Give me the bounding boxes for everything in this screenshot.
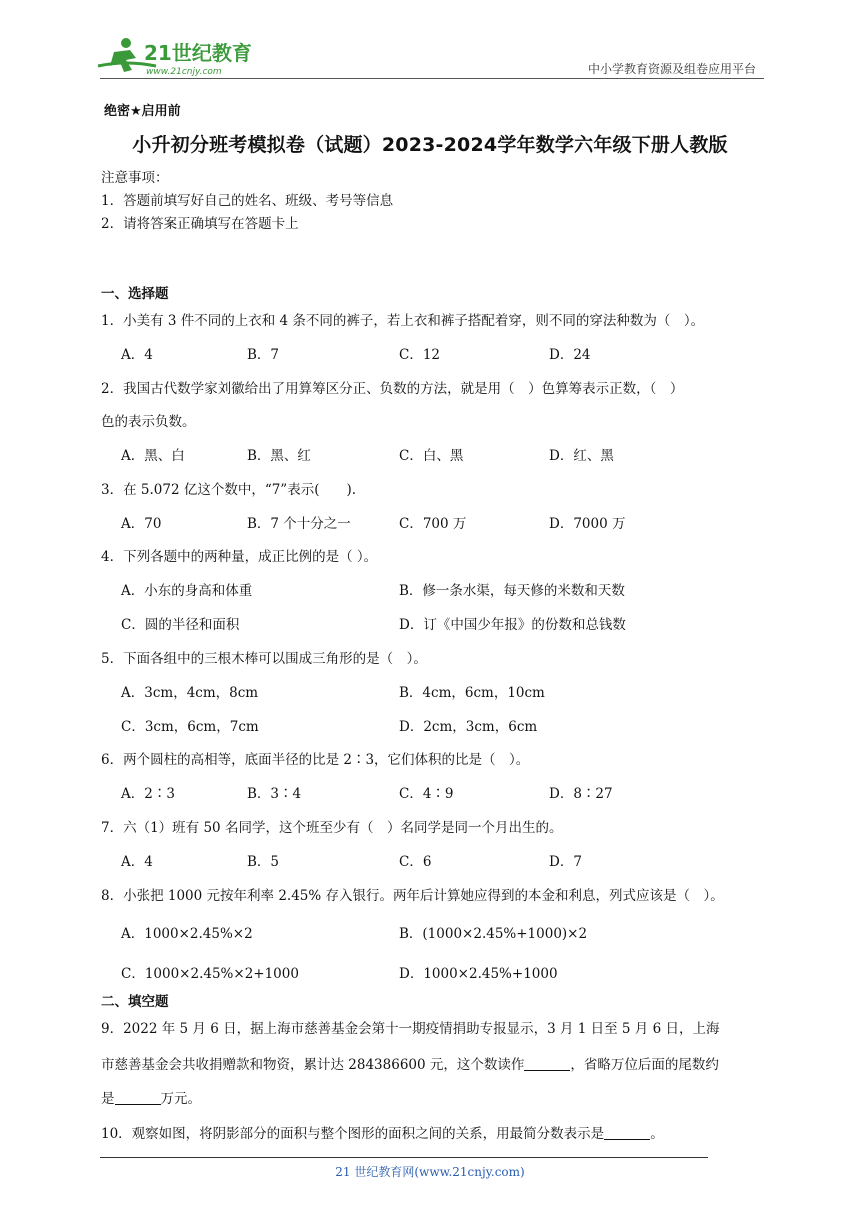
- question-text: 是: [101, 1091, 115, 1107]
- option-a: A．4: [121, 347, 153, 363]
- option-c: C．圆的半径和面积: [121, 617, 240, 633]
- option-a: A．3cm，4cm，8cm: [121, 685, 259, 701]
- note-item: 2．请将答案正确填写在答题卡上: [101, 216, 299, 232]
- question-stem: 1．小美有 3 件不同的上衣和 4 条不同的裤子，若上衣和裤子搭配着穿，则不同的穿法种数为（ ）。: [101, 313, 705, 329]
- option-c: C．4∶9: [399, 786, 454, 802]
- footer-divider: [100, 1157, 708, 1158]
- option-d: D．订《中国少年报》的份数和总钱数: [399, 617, 626, 633]
- question-text: 万元。: [160, 1091, 201, 1107]
- logo-url: www.21cnjy.com: [146, 67, 222, 77]
- section-heading: 一、选择题: [101, 286, 169, 302]
- option-c: C．6: [399, 854, 432, 870]
- question-stem-cont: [101, 1053, 719, 1073]
- option-d: D．24: [549, 347, 591, 363]
- option-a: A．小东的身高和体重: [121, 583, 253, 599]
- option-a: A．4: [121, 854, 153, 870]
- question-text: 。: [650, 1126, 664, 1142]
- section-heading: 二、填空题: [101, 994, 169, 1010]
- question-text: ，省略万位后面的尾数约: [570, 1057, 719, 1073]
- option-d: D．1000×2.45%+1000: [399, 966, 558, 982]
- question-stem: [101, 1122, 664, 1142]
- option-b: B．3∶4: [247, 786, 302, 802]
- question-stem: 3．在 5.072 亿这个数中，“7”表示( ).: [101, 482, 357, 498]
- option-d: D．7000 万: [549, 516, 626, 532]
- option-a: A．70: [121, 516, 162, 532]
- question-text: 市慈善基金会共收捐赠款和物资，累计达 284386600 元，这个数读作: [101, 1057, 525, 1073]
- question-stem: 8．小张把 1000 元按年利率 2.45% 存入银行。两年后计算她应得到的本金和利息，列式应该是（ ）。: [101, 888, 724, 904]
- question-stem-cont: 色的表示负数。: [101, 414, 196, 430]
- option-d: D．红、黑: [549, 448, 614, 464]
- option-b: B．7 个十分之一: [247, 516, 351, 532]
- option-b: B．修一条水渠，每天修的米数和天数: [399, 583, 625, 599]
- site-logo: [96, 36, 266, 80]
- question-text: 10．观察如图，将阴影部分的面积与整个图形的面积之间的关系，用最简分数表示是: [101, 1126, 605, 1142]
- option-a: A．黑、白: [121, 448, 185, 464]
- page-title: 小升初分班考模拟卷（试题）2023-2024学年数学六年级下册人教版: [132, 134, 728, 156]
- option-b: B．(1000×2.45%+1000)×2: [399, 926, 588, 942]
- logo-brand: 21世纪教育: [144, 41, 252, 65]
- question-stem: 9．2022 年 5 月 6 日，据上海市慈善基金会第十一期疫情捐助专报显示，3 月 1 日至 5 月 6 日，上海: [101, 1021, 720, 1037]
- option-b: B．5: [247, 854, 280, 870]
- option-d: D．8∶27: [549, 786, 613, 802]
- question-stem: 5．下面各组中的三根木棒可以围成三角形的是（ ）。: [101, 651, 427, 667]
- question-stem-cont: [101, 1087, 201, 1107]
- option-a: A．1000×2.45%×2: [121, 926, 253, 942]
- confidential-label: 绝密★启用前: [104, 104, 181, 119]
- option-c: C．1000×2.45%×2+1000: [121, 966, 299, 982]
- option-d: D．7: [549, 854, 582, 870]
- answer-blank[interactable]: [524, 1056, 570, 1071]
- header-divider: [100, 78, 764, 79]
- site-name: 中小学教育资源及组卷应用平台: [587, 62, 756, 76]
- note-item: 1．答题前填写好自己的姓名、班级、考号等信息: [101, 193, 394, 209]
- question-stem: 6．两个圆柱的高相等，底面半径的比是 2∶3，它们体积的比是（ ）。: [101, 752, 530, 768]
- option-b: B．4cm，6cm，10cm: [399, 685, 545, 701]
- question-stem: 4．下列各题中的两种量，成正比例的是（ ）。: [101, 549, 378, 565]
- footer-link[interactable]: 21 世纪教育网(www.21cnjy.com): [335, 1165, 525, 1179]
- option-b: B．黑、红: [247, 448, 311, 464]
- option-c: C．白、黑: [399, 448, 464, 464]
- option-b: B．7: [247, 347, 280, 363]
- answer-blank[interactable]: [604, 1125, 650, 1140]
- notes-title: 注意事项：: [101, 170, 169, 186]
- answer-blank[interactable]: [115, 1090, 161, 1105]
- option-c: C．12: [399, 347, 441, 363]
- option-c: C．3cm，6cm，7cm: [121, 719, 259, 735]
- option-d: D．2cm，3cm，6cm: [399, 719, 538, 735]
- question-stem: 7．六（1）班有 50 名同学，这个班至少有（ ）名同学是同一个月出生的。: [101, 820, 563, 836]
- option-c: C．700 万: [399, 516, 467, 532]
- option-a: A．2∶3: [121, 786, 175, 802]
- question-stem: 2．我国古代数学家刘徽给出了用算筹区分正、负数的方法，就是用（ ）色算筹表示正数，（ ）: [101, 381, 684, 397]
